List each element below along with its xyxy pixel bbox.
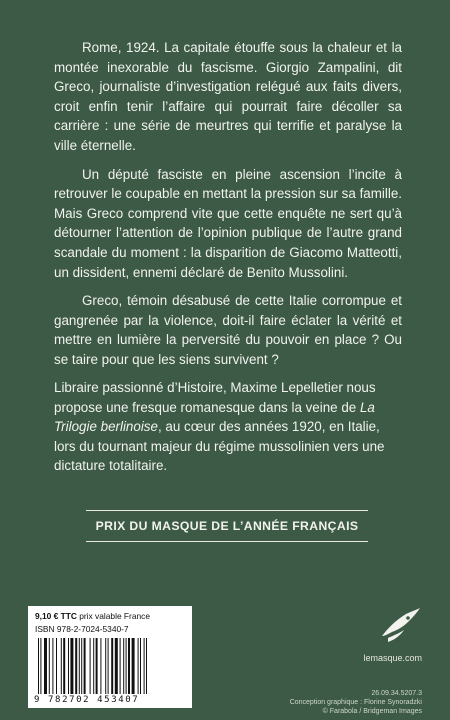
design-credit: Conception graphique : Florine Synoradzki [289, 699, 422, 706]
barcode-icon [38, 638, 184, 694]
author-text-before: Libraire passionné d’Histoire, Maxime Lepelletier nous propose une fresque romanesque dans la veine de [54, 380, 376, 415]
price-amount: 9,10 € TTC [35, 611, 77, 621]
author-paragraph [54, 378, 402, 476]
photo-credit: © Farabola / Bridgeman Images [322, 708, 422, 715]
print-code: 26.09.34.5207.3 [371, 690, 422, 697]
book-title-reference: La Trilogie berlinoise [54, 399, 375, 435]
barcode-digits: 9 782702 453407 [34, 695, 140, 705]
price-barcode-box [28, 606, 192, 708]
website-link[interactable]: lemasque.com [363, 653, 422, 663]
prize-banner: PRIX DU MASQUE DE L’ANNÉE FRANÇAIS [86, 510, 368, 542]
price-note: prix valable France [79, 611, 150, 621]
price-line [35, 611, 150, 621]
blurb-paragraph-1: Rome, 1924. La capitale étouffe sous la chaleur et la montée inexorable du fascisme. Giorgio Zampalini, dit Greco, journaliste d’investigation relégué aux faits divers, croit enfin tenir l’affaire qui pourrait faire décoller sa carrière : une série de meurtres qui terrifie et paralyse la ville éternelle. [54, 40, 402, 153]
masque-logo-icon [378, 606, 422, 651]
isbn-text: ISBN 978-2-7024-5340-7 [35, 624, 129, 634]
blurb-paragraph-2: Un député fasciste en pleine ascension l’incite à retrouver le coupable en mettant la pression sur sa famille. Mais Greco comprend vite que cette enquête ne sert qu’à détourner l’attention de l’opinion publique de l’autre grand scandale du moment : la disparition de Giacomo Matteotti, un dissident, ennemi déclaré de Benito Mussolini. [54, 166, 402, 280]
author-text-after: , au cœur des années 1920, en Italie, lors du tournant majeur du régime mussolinien vers une dictature totalitaire. [54, 419, 385, 474]
back-cover-blurb [54, 38, 402, 379]
credits-block [290, 689, 422, 716]
blurb-paragraph-3: Greco, témoin désabusé de cette Italie corrompue et gangrenée par la violence, doit-il faire éclater la vérité et mettre en lumière la perversité du pouvoir en place ? Ou se taire pour que les siens survivent ? [54, 293, 402, 367]
